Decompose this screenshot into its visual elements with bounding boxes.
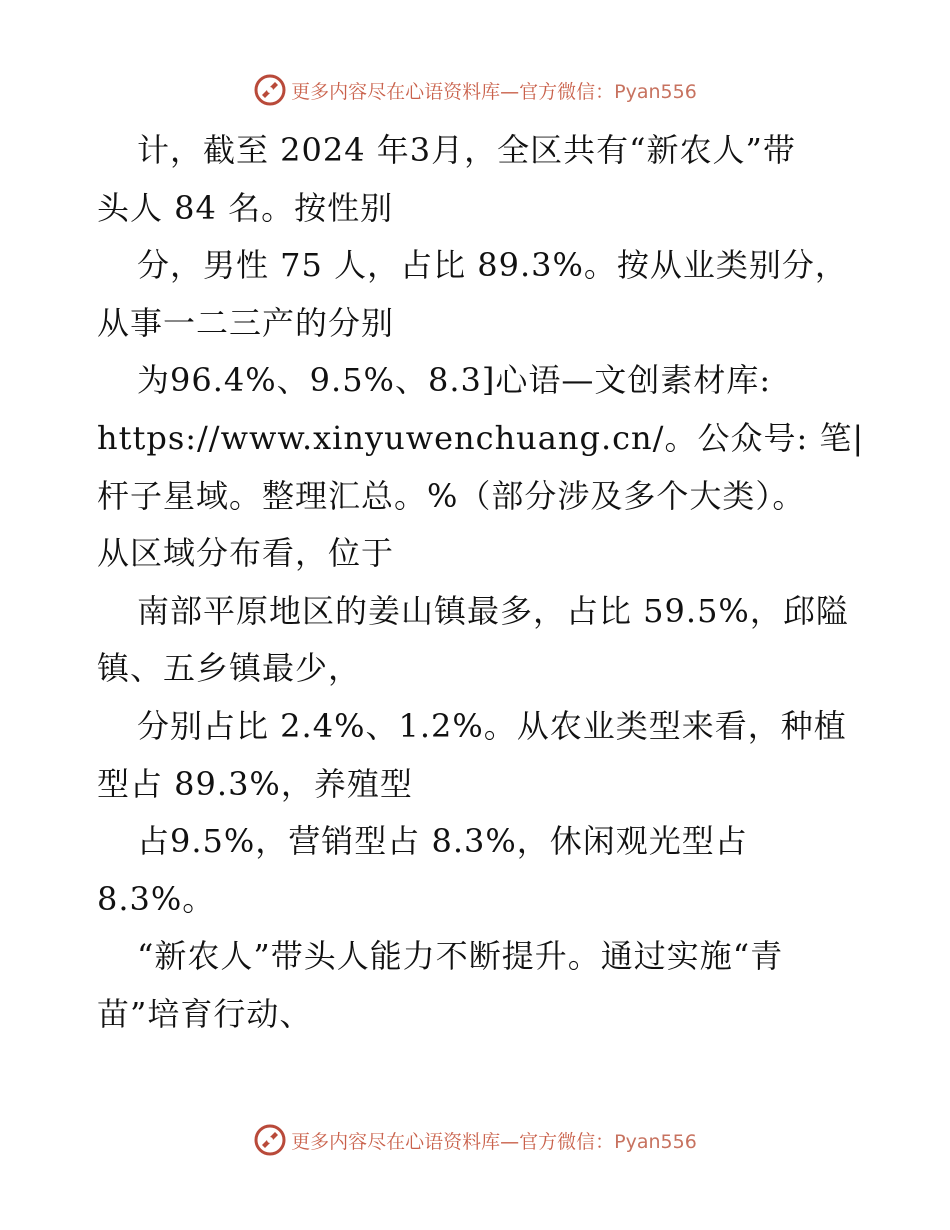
text-line: 分，男性 75 人，占比 89.3%。按从业类别分，: [137, 246, 848, 285]
text-line: 头人 84 名。按性别: [97, 188, 394, 227]
text-line: 为96.4%、9.5%、8.3]心语—文创素材库:: [137, 361, 772, 400]
text-line: 从区域分布看，位于: [97, 534, 395, 573]
document-body: [97, 122, 887, 1044]
text-line: 南部平原地区的姜山镇最多，占比 59.5%，邱隘: [137, 591, 849, 630]
text-line: 分别占比 2.4%、1.2%。从农业类型来看，种植: [137, 706, 847, 745]
text-line: “新农人”带头人能力不断提升。通过实施“青: [137, 937, 784, 976]
watermark-text: 更多内容尽在心语资料库—官方微信：Pyan556: [291, 1130, 697, 1153]
logo-icon: [253, 1123, 287, 1157]
logo-icon: [253, 73, 287, 107]
text-line: https://www.xinyuwenchuang.cn/。公众号: 笔|: [97, 418, 865, 457]
text-line: 计，截至 2024 年3月，全区共有“新农人”带: [137, 131, 796, 169]
text-line: 型占 89.3%，养殖型: [97, 764, 413, 803]
text-line: 8.3%。: [97, 879, 216, 918]
header-watermark: [0, 70, 950, 110]
watermark-text: 更多内容尽在心语资料库—官方微信：Pyan556: [291, 80, 697, 103]
text-line: 苗”培育行动、: [97, 994, 313, 1033]
text-line: 占9.5%，营销型占 8.3%，休闲观光型占: [137, 822, 748, 861]
footer-watermark: [0, 1120, 950, 1160]
text-line: 从事一二三产的分别: [97, 303, 395, 342]
text-line: 镇、五乡镇最少，: [97, 649, 362, 688]
text-line: 杆子星域。整理汇总。%（部分涉及多个大类）。: [97, 476, 806, 515]
